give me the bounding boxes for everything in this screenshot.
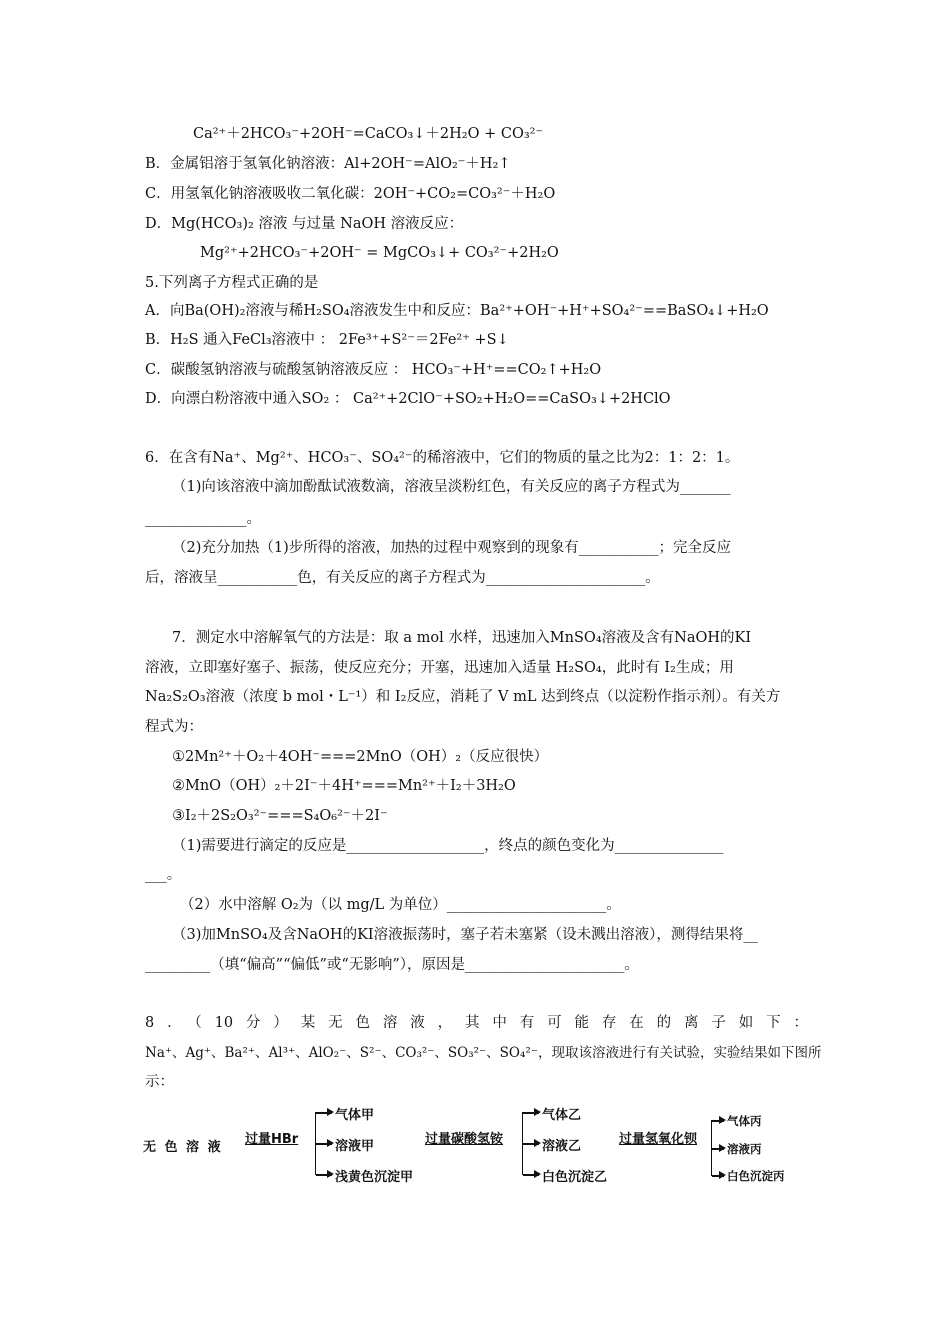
flow-step3-out-precipitate: 白色沉淀丙 <box>727 1169 785 1183</box>
q7-equation-2: ②MnO（OH）₂＋2I⁻＋4H⁺===Mn²⁺＋I₂＋3H₂O <box>172 778 516 794</box>
q7-line2: 溶液，立即塞好塞子、振荡，使反应充分；开塞，迅速加入适量 H₂SO₄，此时有 I₂生成；用 <box>145 660 734 676</box>
q7-sub3-line2: _________（填“偏高”“偏低”或“无影响”），原因是______________________。 <box>145 957 639 973</box>
q7-line3: Na₂S₂O₃溶液（浓度 b mol・L⁻¹）和 I₂反应，消耗了 V mL 达到终点（以淀粉作指示剂）。有关方 <box>145 689 781 705</box>
flow-step3-arrow-3 <box>712 1175 724 1177</box>
q6-part1-line2: ______________。 <box>145 511 261 527</box>
flow-step2-out-solution: 溶液乙 <box>542 1139 582 1154</box>
flow-start-label: 无 色 溶 液 <box>143 1140 223 1155</box>
q5-option-c: C．碳酸氢钠溶液与硫酸氢钠溶液反应 ： HCO₃⁻+H⁺==CO₂↑+H₂O <box>145 362 602 378</box>
flow-step1-arrow-1 <box>316 1112 332 1114</box>
flow-step2-arrow-3 <box>523 1174 539 1176</box>
q4-option-d-equation: Mg²⁺+2HCO₃⁻+2OH⁻ = MgCO₃↓+ CO₃²⁻+2H₂O <box>200 245 559 261</box>
flow-step3-out-gas: 气体丙 <box>727 1114 762 1128</box>
q7-sub1-line2: ___。 <box>145 867 182 883</box>
q4-option-d: D．Mg(HCO₃)₂ 溶液 与过量 NaOH 溶液反应： <box>145 216 464 232</box>
q5-stem: 5.下列离子方程式正确的是 <box>145 275 319 291</box>
flow-step1-out-gas: 气体甲 <box>335 1108 375 1123</box>
flow-step2-arrow-2 <box>523 1143 539 1145</box>
q5-option-b: B．H₂S 通入FeCl₃溶液中 ： 2Fe³⁺+S²⁻＝2Fe²⁺ +S↓ <box>145 332 509 348</box>
experiment-flow-diagram <box>143 1100 813 1195</box>
q7-line1: 7．测定水中溶解氧气的方法是：取 a mol 水样，迅速加入MnSO₄溶液及含有NaOH的KI <box>172 630 752 646</box>
q7-sub3-line1: （3)加MnSO₄及含NaOH的KI溶液振荡时，塞子若未塞紧（设未溅出溶液），测得结果将__ <box>172 927 758 943</box>
flow-step3-out-solution: 溶液丙 <box>727 1142 762 1156</box>
flow-step1-arrow-3 <box>316 1174 332 1176</box>
flow-step1-out-solution: 溶液甲 <box>335 1139 375 1154</box>
q7-sub2: （2）水中溶解 O₂为（以 mg/L 为单位）______________________。 <box>180 897 621 913</box>
q6-part2-line1: （2)充分加热（1)步所得的溶液，加热的过程中观察到的现象有___________；完全反应 <box>172 540 732 556</box>
flow-step2-arrow-1 <box>523 1112 539 1114</box>
flow-step1-out-precipitate: 浅黄色沉淀甲 <box>335 1170 414 1185</box>
q6-part1-line1: （1)向该溶液中滴加酚酞试液数滴，溶液呈淡粉红色，有关反应的离子方程式为_______ <box>172 479 731 495</box>
flow-step2-reagent: 过量碳酸氢铵 <box>425 1132 504 1147</box>
q4-option-b: B．金属铝溶于氢氧化钠溶液：Al+2OH⁻=AlO₂⁻＋H₂↑ <box>145 156 511 172</box>
q8-line1: 8．（10分）某无色溶液，其中有可能存在的离子如下： <box>145 1015 808 1031</box>
q4-option-c: C．用氢氧化钠溶液吸收二氧化碳：2OH⁻+CO₂=CO₃²⁻＋H₂O <box>145 186 556 202</box>
q5-option-a: A．向Ba(OH)₂溶液与稀H₂SO₄溶液发生中和反应：Ba²⁺+OH⁻+H⁺+SO₄²⁻==BaSO₄↓+H₂O <box>145 303 769 319</box>
q8-line3: 示： <box>145 1074 174 1090</box>
flow-step3-arrow-1 <box>712 1120 724 1122</box>
flow-step3-reagent: 过量氢氧化钡 <box>619 1132 698 1147</box>
q7-sub1-line1: （1)需要进行滴定的反应是___________________，终点的颜色变化为_______________ <box>172 838 724 854</box>
flow-step1-arrow-2 <box>316 1143 332 1145</box>
q7-equation-3: ③I₂＋2S₂O₃²⁻===S₄O₆²⁻＋2I⁻ <box>172 808 388 824</box>
q5-option-d: D．向漂白粉溶液中通入SO₂ ： Ca²⁺+2ClO⁻+SO₂+H₂O==CaSO₃↓+2HClO <box>145 391 671 407</box>
q6-stem: 6．在含有Na⁺、Mg²⁺、HCO₃⁻、SO₄²⁻的稀溶液中，它们的物质的量之比为2：1：2：1。 <box>145 450 740 466</box>
flow-step3-arrow-2 <box>712 1148 724 1150</box>
q4-eq-a-cont: Ca²⁺＋2HCO₃⁻+2OH⁻=CaCO₃↓＋2H₂O + CO₃²⁻ <box>193 126 544 142</box>
flow-step2-out-precipitate: 白色沉淀乙 <box>542 1170 608 1185</box>
q6-part2-line2: 后，溶液呈___________色，有关反应的离子方程式为______________________。 <box>145 570 660 586</box>
flow-step2-out-gas: 气体乙 <box>542 1108 582 1123</box>
flow-step1-reagent: 过量HBr <box>245 1132 299 1147</box>
q7-line4: 程式为： <box>145 719 203 735</box>
q7-equation-1: ①2Mn²⁺＋O₂＋4OH⁻===2MnO（OH）₂（反应很快） <box>172 749 549 765</box>
q8-line2: Na⁺、Ag⁺、Ba²⁺、Al³⁺、AlO₂⁻、S²⁻、CO₃²⁻、SO₃²⁻、SO₄²⁻，现取该溶液进行有关试验，实验结果如下图所 <box>145 1045 822 1061</box>
